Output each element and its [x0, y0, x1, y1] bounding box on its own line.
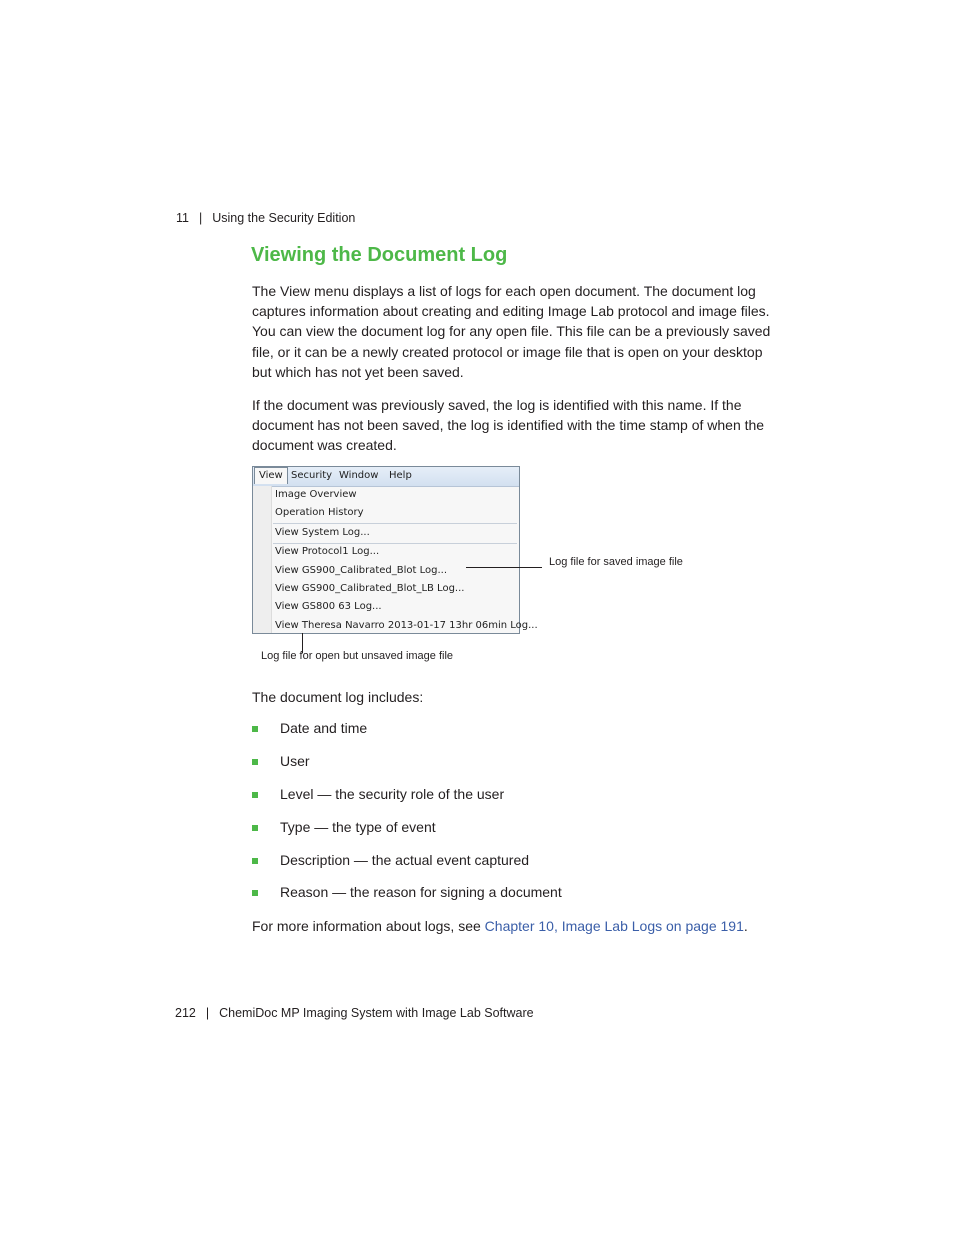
more-info-paragraph — [252, 916, 777, 936]
menu-separator — [273, 543, 517, 544]
menu-item-gs800-log[interactable]: View GS800 63 Log... — [275, 601, 382, 612]
menu-icon-gutter — [253, 486, 272, 633]
menu-item-protocol1-log[interactable]: View Protocol1 Log... — [275, 546, 380, 557]
bullet-square-icon — [252, 726, 258, 732]
chapter-number: 11 — [176, 211, 189, 225]
running-footer — [175, 1006, 534, 1020]
menu-separator — [273, 523, 517, 524]
menu-help[interactable]: Help — [389, 470, 412, 481]
bullet-square-icon — [252, 792, 258, 798]
bullet-square-icon — [252, 825, 258, 831]
view-menu-screenshot — [252, 466, 538, 634]
logs-chapter-link[interactable]: Chapter 10, Image Lab Logs on page 191 — [484, 918, 744, 934]
menu-item-operation-history[interactable]: Operation History — [275, 507, 364, 518]
running-header — [176, 211, 355, 225]
bullet-square-icon — [252, 759, 258, 765]
book-title: ChemiDoc MP Imaging System with Image Lab Software — [219, 1006, 534, 1020]
menu-item-unsaved-log[interactable]: View Theresa Navarro 2013-01-17 13hr 06min Log... — [275, 620, 538, 631]
intro-paragraph: The View menu displays a list of logs for each open document. The document log captures information about creating and editing Image Lab protocol and image files. You can view the document log for any open file. This file can be a previously saved file, or it can be a newly created protocol or image file that is open on your desktop but which has not yet been saved. — [252, 283, 771, 380]
menu-security[interactable]: Security — [291, 470, 333, 481]
menu-view[interactable]: View — [254, 467, 288, 484]
view-dropdown — [253, 486, 538, 633]
menu-item-gs900-blot-log[interactable]: View GS900_Calibrated_Blot Log... — [275, 565, 448, 576]
bullet-square-icon — [252, 890, 258, 896]
menu-bar — [253, 467, 519, 487]
menu-item-system-log[interactable]: View System Log... — [275, 527, 370, 538]
unsaved-callout-label: Log file for open but unsaved image file — [261, 650, 454, 662]
more-info-suffix: . — [743, 918, 748, 934]
saved-callout-line — [466, 567, 542, 568]
header-separator: | — [198, 211, 203, 225]
page-title: Viewing the Document Log — [251, 244, 508, 266]
saved-callout-label: Log file for saved image file — [549, 556, 683, 568]
page-number: 212 — [175, 1006, 196, 1020]
bullet-square-icon — [252, 858, 258, 864]
naming-paragraph: If the document was previously saved, the log is identified with this name. If the document has not been saved, the log is identified with the time stamp of when the document was created. — [252, 397, 765, 454]
menu-item-gs900-blot-lb-log[interactable]: View GS900_Calibrated_Blot_LB Log... — [275, 583, 465, 594]
section-title: Using the Security Edition — [212, 211, 356, 225]
includes-intro: The document log includes: — [252, 689, 424, 705]
menu-window[interactable]: Window — [339, 470, 379, 481]
footer-separator: | — [205, 1006, 210, 1020]
menu-item-image-overview[interactable]: Image Overview — [275, 489, 357, 500]
more-info-prefix: For more information about logs, see — [252, 918, 485, 934]
